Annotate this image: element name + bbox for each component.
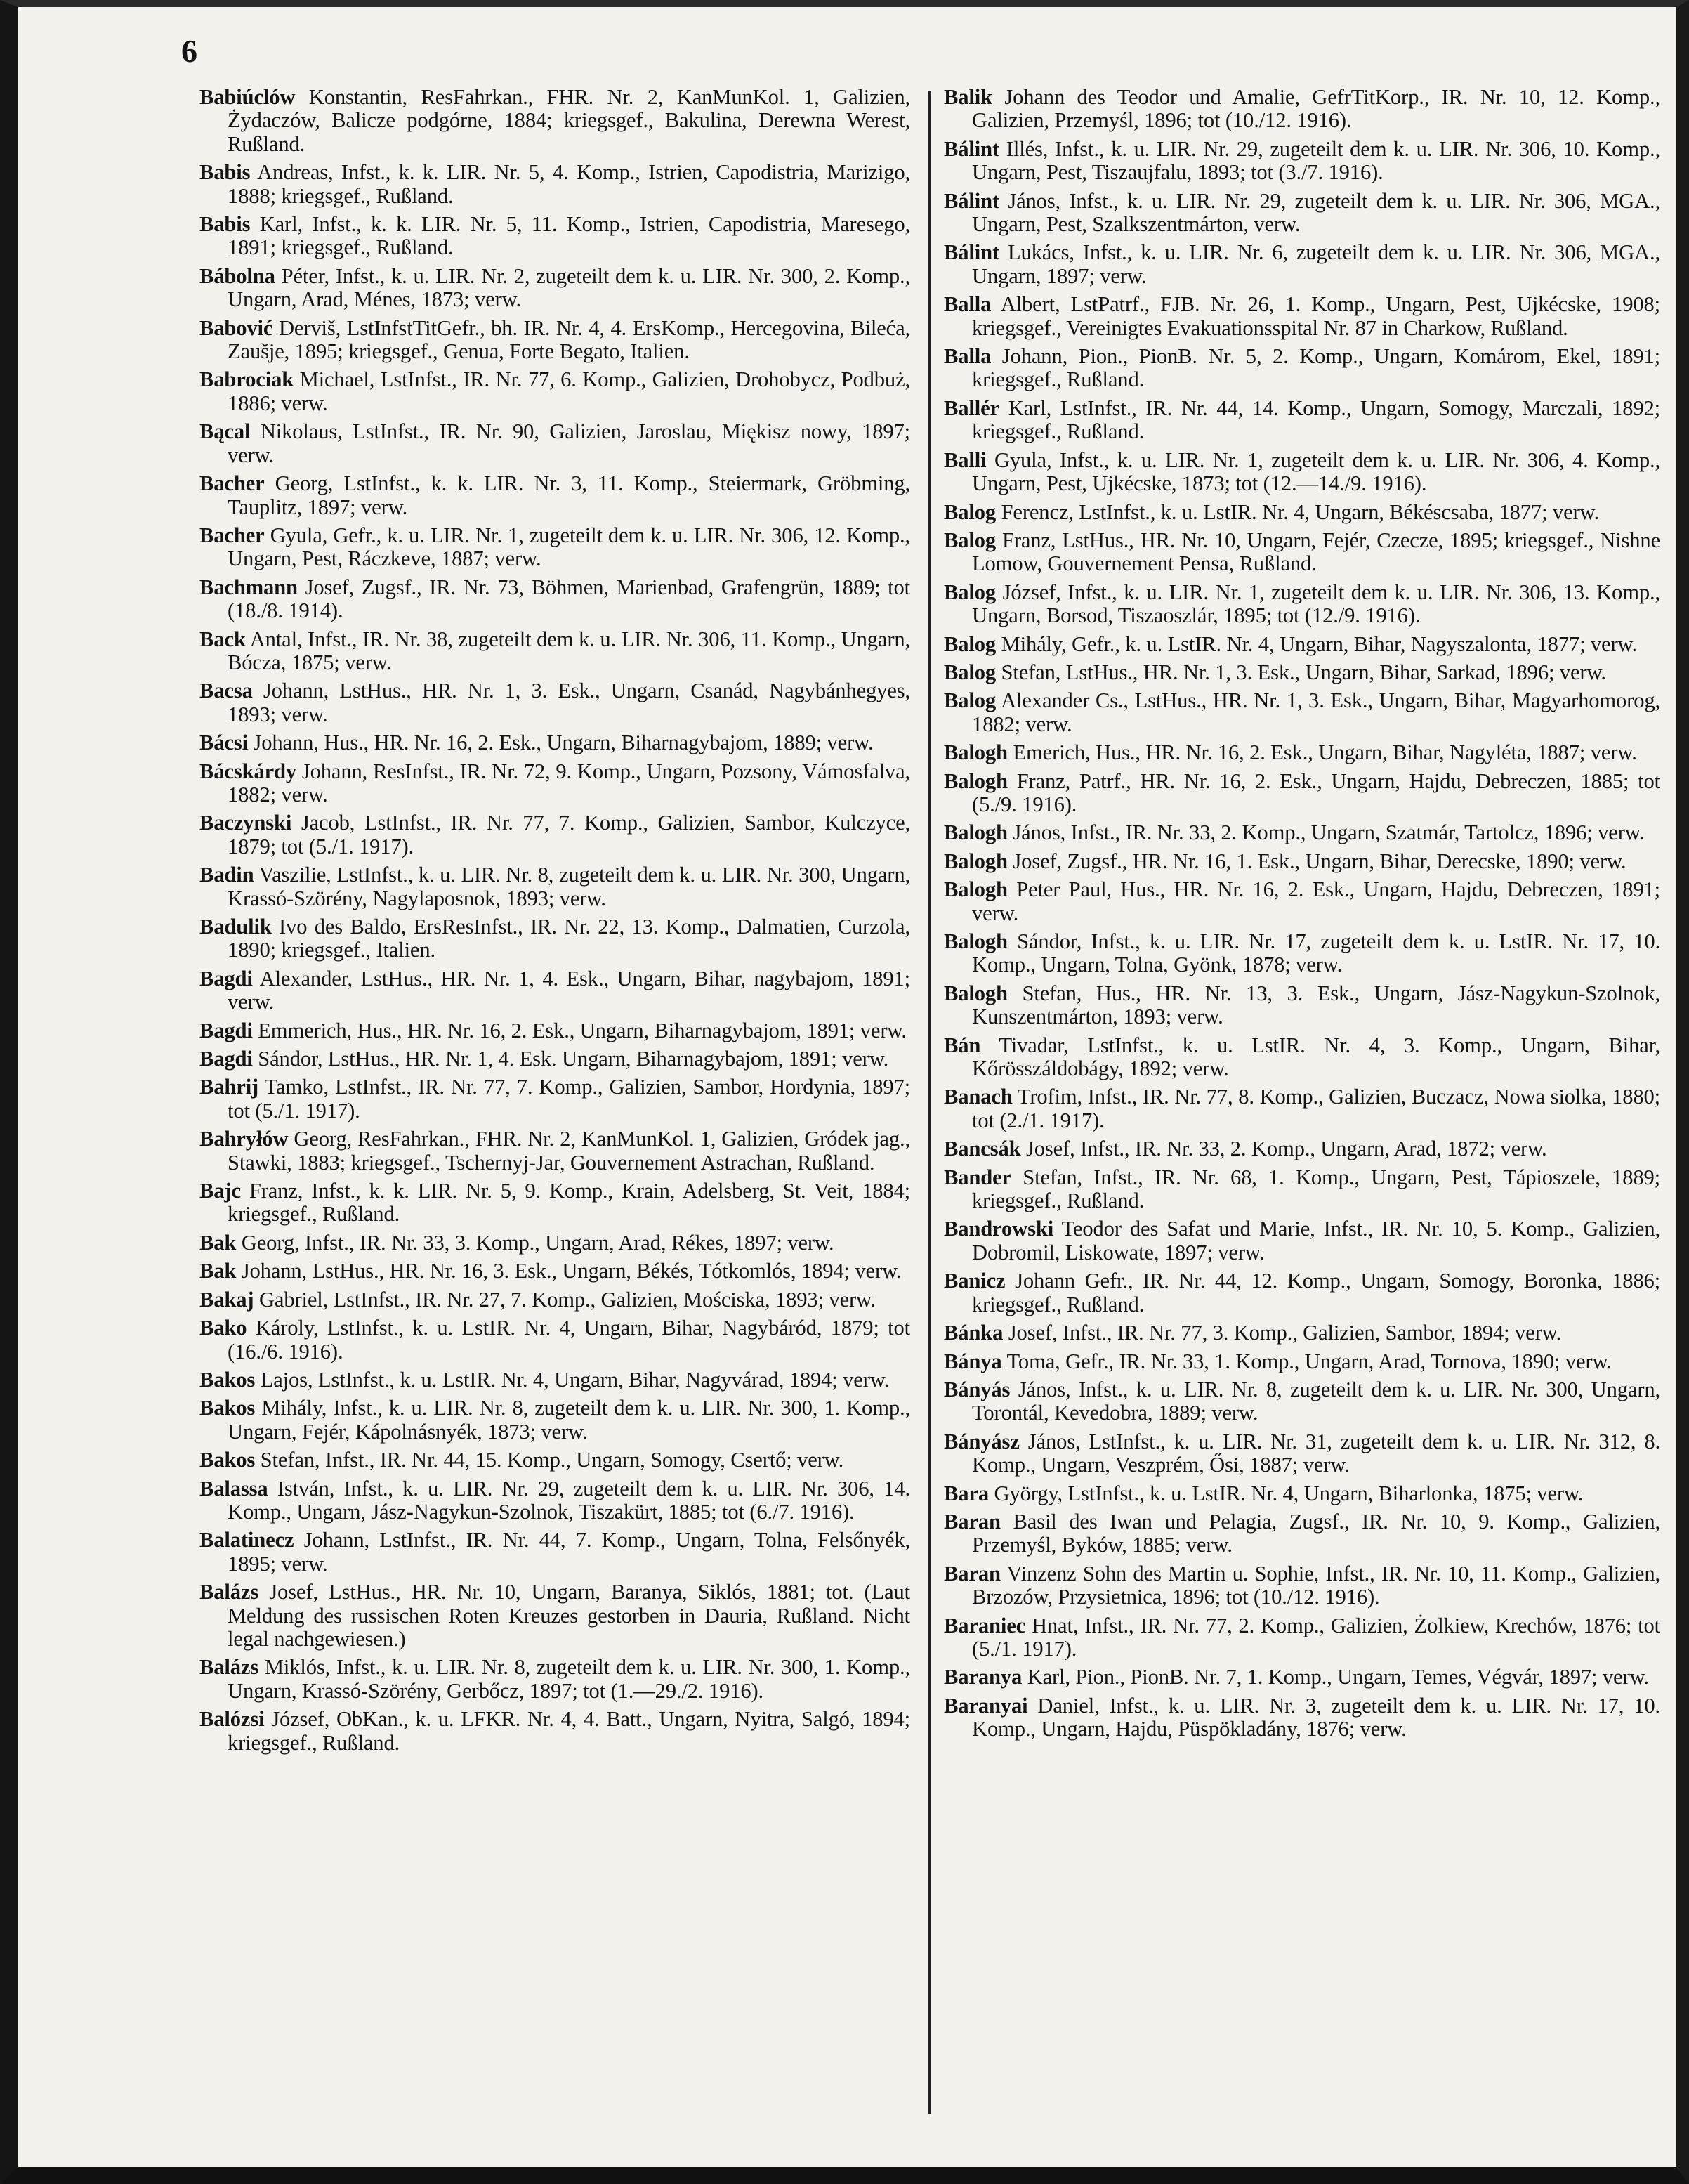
entry-details: János, LstInfst., k. u. LIR. Nr. 31, zugeteilt dem k. u. LIR. Nr. 312, 8. Komp., Ungarn, Veszprém, Ősi, 1887; verw. (972, 1429, 1660, 1477)
list-entry (944, 1321, 1660, 1345)
entry-details: Hnat, Infst., IR. Nr. 77, 2. Komp., Galizien, Żolkiew, Krechów, 1876; tot (5./1. 1917). (972, 1613, 1660, 1661)
list-entry (199, 1019, 910, 1042)
entry-details: Josef, Infst., IR. Nr. 77, 3. Komp., Galizien, Sambor, 1894; verw. (1008, 1321, 1562, 1345)
list-entry (944, 821, 1660, 844)
list-entry (944, 1350, 1660, 1373)
list-entry (199, 265, 910, 312)
entry-details: Gyula, Gefr., k. u. LIR. Nr. 1, zugeteilt dem k. u. LIR. Nr. 306, 12. Komp., Ungarn, Pest, Ráczkeve, 1887; verw. (228, 523, 910, 571)
list-entry (199, 86, 910, 156)
entry-surname: Badulik (199, 915, 272, 939)
entry-details: Karl, LstInfst., IR. Nr. 44, 14. Komp., Ungarn, Somogy, Marczali, 1892; kriegsgef., Rußland. (972, 395, 1660, 444)
entry-surname: Bahrij (199, 1075, 259, 1099)
list-entry (199, 524, 910, 571)
list-entry (944, 1430, 1660, 1477)
entry-surname: Bagdi (199, 1047, 253, 1071)
entry-surname: Babrociak (199, 367, 294, 392)
entry-details: Stefan, Infst., IR. Nr. 44, 15. Komp., Ungarn, Somogy, Csertő; verw. (260, 1448, 844, 1472)
entry-surname: Bako (199, 1316, 247, 1340)
entry-surname: Balog (944, 688, 997, 713)
entry-details: Georg, ResFahrkan., FHR. Nr. 2, KanMunKol. 1, Galizien, Gródek jag., Stawki, 1883; kriegsgef., Tschernyj-Jar, Gouvernement Astrachan, Rußland. (228, 1127, 910, 1175)
list-entry (199, 731, 910, 754)
entry-surname: Bányás (944, 1377, 1011, 1401)
list-entry (199, 1260, 910, 1283)
list-entry (199, 679, 910, 726)
entry-details: Vinzenz Sohn des Martin u. Sophie, Infst., IR. Nr. 10, 11. Komp., Galizien, Brzozów, Przysietnica, 1896; tot (10./12. 1916). (972, 1561, 1660, 1609)
entry-surname: Bakos (199, 1396, 256, 1420)
list-entry (944, 1085, 1660, 1132)
entry-details: János, Infst., IR. Nr. 33, 2. Komp., Ungarn, Szatmár, Tartolcz, 1896; verw. (1013, 820, 1645, 845)
list-entry (944, 241, 1660, 288)
list-entry (199, 1231, 910, 1255)
entry-surname: Back (199, 627, 246, 651)
entry-surname: Baranyai (944, 1693, 1028, 1718)
entry-surname: Balázs (199, 1655, 259, 1680)
entry-details: Albert, LstPatrf., FJB. Nr. 26, 1. Komp., Ungarn, Pest, Ujkécske, 1908; kriegsgef., Vereinigtes Evakuationsspital Nr. 87 in Charkow, Rußland. (972, 292, 1660, 340)
entry-details: Emerich, Hus., HR. Nr. 16, 2. Esk., Ungarn, Bihar, Nagyléta, 1887; verw. (1013, 740, 1637, 765)
entry-details: Illés, Infst., k. u. LIR. Nr. 29, zugeteilt dem k. u. LIR. Nr. 306, 10. Komp., Ungarn, Pest, Tiszaujfalu, 1893; tot (3./7. 1916). (972, 136, 1660, 185)
entry-surname: Baran (944, 1509, 1001, 1534)
entry-details: Ivo des Baldo, ErsResInfst., IR. Nr. 22, 13. Komp., Dalmatien, Curzola, 1890; kriegsgef., Italien. (228, 915, 910, 962)
entry-details: Trofim, Infst., IR. Nr. 77, 8. Komp., Galizien, Buczacz, Nowa siolka, 1880; tot (2./1. 1917). (972, 1085, 1660, 1132)
entry-surname: Balogh (944, 740, 1008, 765)
list-entry (944, 1510, 1660, 1557)
list-entry (944, 345, 1660, 392)
entry-details: Tivadar, LstInfst., k. u. LstIR. Nr. 4, 3. Komp., Ungarn, Bihar, Kőrösszáldobágy, 1892; verw. (972, 1033, 1660, 1081)
entry-details: József, ObKan., k. u. LFKR. Nr. 4, 4. Batt., Ungarn, Nyitra, Salgó, 1894; kriegsgef., Rußland. (228, 1707, 910, 1755)
entry-details: Lajos, LstInfst., k. u. LstIR. Nr. 4, Ungarn, Bihar, Nagyvárad, 1894; verw. (260, 1367, 890, 1392)
list-entry (199, 1708, 910, 1755)
list-entry (199, 1047, 910, 1071)
entry-details: Georg, Infst., IR. Nr. 33, 3. Komp., Ungarn, Arad, Rékes, 1897; verw. (241, 1230, 834, 1255)
entry-details: Karl, Pion., PionB. Nr. 7, 1. Komp., Ungarn, Temes, Végvár, 1897; verw. (1027, 1665, 1649, 1689)
entry-surname: Badin (199, 863, 254, 887)
entry-details: Alexander, LstHus., HR. Nr. 1, 4. Esk., Ungarn, Bihar, nagybajom, 1891; verw. (228, 966, 910, 1014)
entry-surname: Balog (944, 632, 997, 656)
entry-details: György, LstInfst., k. u. LstIR. Nr. 4, Ungarn, Biharlonka, 1875; verw. (994, 1481, 1584, 1505)
entry-details: Georg, LstInfst., k. k. LIR. Nr. 3, 11. Komp., Steiermark, Gröbming, Tauplitz, 1897; verw. (228, 471, 910, 519)
entry-surname: Balogh (944, 820, 1008, 845)
entry-details: József, Infst., k. u. LIR. Nr. 1, zugeteilt dem k. u. LIR. Nr. 306, 13. Komp., Ungarn, Borsod, Tiszaoszlár, 1895; tot (12./9. 1916). (972, 580, 1660, 628)
list-entry (944, 190, 1660, 237)
entry-surname: Bancsák (944, 1137, 1021, 1161)
entry-details: Gyula, Infst., k. u. LIR. Nr. 1, zugeteilt dem k. u. LIR. Nr. 306, 4. Komp., Ungarn, Pest, Ujkécske, 1873; tot (12.—14./9. 1916). (972, 447, 1660, 496)
list-entry (944, 1269, 1660, 1316)
list-entry (199, 420, 910, 467)
entry-surname: Balogh (944, 981, 1008, 1005)
entry-surname: Bán (944, 1033, 981, 1057)
entry-surname: Bánka (944, 1321, 1004, 1345)
entry-surname: Balog (944, 580, 997, 604)
list-entry (199, 1397, 910, 1444)
entry-details: Karl, Infst., k. k. LIR. Nr. 5, 11. Komp., Istrien, Capodistria, Maresego, 1891; kriegsgef., Rußland. (228, 212, 910, 260)
entry-surname: Bányász (944, 1429, 1020, 1453)
entry-surname: Baraniec (944, 1613, 1026, 1637)
entry-details: Johann, LstHus., HR. Nr. 16, 3. Esk., Ungarn, Békés, Tótkomlós, 1894; verw. (241, 1259, 902, 1283)
entry-details: Mihály, Infst., k. u. LIR. Nr. 8, zugeteilt dem k. u. LIR. Nr. 300, 1. Komp., Ungarn, Fejér, Kápolnásnyék, 1873; verw. (228, 1396, 910, 1444)
entry-details: Péter, Infst., k. u. LIR. Nr. 2, zugeteilt dem k. u. LIR. Nr. 300, 2. Komp., Ungarn, Arad, Ménes, 1873; verw. (228, 263, 910, 312)
list-entry (199, 576, 910, 623)
list-entry (199, 161, 910, 208)
list-entry (199, 1127, 910, 1175)
list-entry (944, 529, 1660, 576)
list-entry (199, 1656, 910, 1703)
list-entry (944, 878, 1660, 925)
entry-surname: Balog (944, 528, 997, 552)
entry-surname: Baczynski (199, 811, 292, 835)
entry-surname: Balázs (199, 1580, 259, 1604)
list-entry (944, 850, 1660, 873)
entry-surname: Balla (944, 344, 992, 369)
entry-surname: Bálint (944, 136, 1000, 161)
list-entry (199, 213, 910, 260)
entry-details: Tamko, LstInfst., IR. Nr. 77, 7. Komp., Galizien, Sambor, Hordynia, 1897; tot (5./1. 1917). (228, 1075, 910, 1123)
list-entry (944, 449, 1660, 496)
list-entry (199, 1477, 910, 1524)
list-entry (944, 982, 1660, 1029)
entry-details: Sándor, Infst., k. u. LIR. Nr. 17, zugeteilt dem k. u. LstIR. Nr. 17, 10. Komp., Ungarn, Tolna, Gyönk, 1878; verw. (972, 929, 1660, 977)
entry-details: Miklós, Infst., k. u. LIR. Nr. 8, zugeteilt dem k. u. LIR. Nr. 300, 1. Komp., Ungarn, Krassó-Szörény, Gerbőcz, 1897; tot (1.—29./2. 1916). (228, 1655, 910, 1703)
list-entry (944, 1137, 1660, 1160)
entry-surname: Bahryłów (199, 1127, 289, 1151)
entry-surname: Banicz (944, 1269, 1006, 1293)
entry-details: Michael, LstInfst., IR. Nr. 77, 6. Komp., Galizien, Drohobycz, Podbuż, 1886; verw. (228, 367, 910, 415)
column-divider (928, 91, 931, 2114)
entry-details: Lukács, Infst., k. u. LIR. Nr. 6, zugeteilt dem k. u. LIR. Nr. 306, MGA., Ungarn, 1897; verw. (972, 240, 1660, 288)
entry-details: Franz, LstHus., HR. Nr. 10, Ungarn, Fejér, Czecze, 1895; kriegsgef., Nishne Lomow, Gouvernement Pensa, Rußland. (972, 528, 1660, 576)
entry-details: Ferencz, LstInfst., k. u. LstIR. Nr. 4, Ungarn, Békéscsaba, 1877; verw. (1001, 499, 1599, 524)
entry-surname: Bakaj (199, 1287, 254, 1312)
list-entry (944, 661, 1660, 684)
list-entry (199, 811, 910, 858)
list-entry (199, 317, 910, 364)
entry-surname: Balogh (944, 849, 1008, 873)
list-entry (199, 1581, 910, 1651)
list-entry (199, 967, 910, 1014)
list-entry (944, 1217, 1660, 1264)
list-entry (199, 1529, 910, 1576)
entry-surname: Bánya (944, 1349, 1002, 1373)
entry-details: Josef, LstHus., HR. Nr. 10, Ungarn, Baranya, Siklós, 1881; tot. (Laut Meldung des russischen Roten Kreuzes gestorben in Dauria, Rußland. Nicht legal nachgewiesen.) (228, 1580, 910, 1651)
list-entry (944, 138, 1660, 185)
entry-surname: Balog (944, 499, 997, 524)
entry-surname: Babiúclów (199, 86, 296, 109)
entry-details: Jacob, LstInfst., IR. Nr. 77, 7. Komp., Galizien, Sambor, Kulczyce, 1879; tot (5./1. 1917). (228, 811, 910, 858)
entry-surname: Bandrowski (944, 1217, 1054, 1241)
entry-surname: Bachmann (199, 575, 298, 599)
list-entry (944, 1666, 1660, 1689)
entry-details: Andreas, Infst., k. k. LIR. Nr. 5, 4. Komp., Istrien, Capodistria, Marizigo, 1888; kriegsgef., Rußland. (228, 160, 910, 208)
entry-surname: Balatinecz (199, 1528, 294, 1552)
list-entry (199, 760, 910, 807)
entry-details: Teodor des Safat und Marie, Infst., IR. Nr. 10, 5. Komp., Galizien, Dobromil, Liskowate, 1897; verw. (972, 1217, 1660, 1264)
entry-surname: Bácsi (199, 731, 248, 755)
list-entry (199, 1288, 910, 1312)
entry-surname: Balik (944, 86, 992, 109)
entry-surname: Bálint (944, 188, 1000, 213)
entry-details: István, Infst., k. u. LIR. Nr. 29, zugeteilt dem k. u. LIR. Nr. 306, 14. Komp., Ungarn, Jász-Nagykun-Szolnok, Tiszakürt, 1885; tot (6./7. 1916). (228, 1476, 910, 1524)
entry-details: Mihály, Gefr., k. u. LstIR. Nr. 4, Ungarn, Bihar, Nagyszalonta, 1877; verw. (1001, 632, 1637, 656)
entry-surname: Balli (944, 447, 987, 472)
entry-surname: Bander (944, 1165, 1011, 1189)
list-entry (199, 368, 910, 415)
list-entry (199, 1368, 910, 1392)
entry-surname: Bara (944, 1481, 989, 1505)
entry-details: Johann des Teodor und Amalie, GefrTitKorp., IR. Nr. 10, 12. Komp., Galizien, Przemyśl, 1896; tot (10./12. 1916). (972, 86, 1660, 133)
entry-surname: Bak (199, 1259, 237, 1283)
entry-surname: Balla (944, 292, 992, 317)
entry-surname: Bakos (199, 1448, 256, 1472)
list-entry (944, 397, 1660, 444)
entry-surname: Balózsi (199, 1707, 265, 1732)
entry-details: Johann, ResInfst., IR. Nr. 72, 9. Komp., Ungarn, Pozsony, Vámosfalva, 1882; verw. (228, 759, 910, 806)
entry-surname: Babović (199, 315, 273, 340)
list-entry (199, 863, 910, 910)
list-entry (944, 633, 1660, 656)
entry-details: Emmerich, Hus., HR. Nr. 16, 2. Esk., Ungarn, Biharnagybajom, 1891; verw. (258, 1018, 907, 1042)
list-entry (944, 1562, 1660, 1609)
entry-surname: Bajc (199, 1179, 241, 1203)
entry-details: János, Infst., k. u. LIR. Nr. 8, zugeteilt dem k. u. LIR. Nr. 300, Ungarn, Torontál, Kevedobra, 1889; verw. (972, 1377, 1660, 1425)
entry-surname: Bakos (199, 1367, 256, 1392)
entry-details: Konstantin, ResFahrkan., FHR. Nr. 2, KanMunKol. 1, Galizien, Żydaczów, Balicze podgórne, 1884; kriegsgef., Bakulina, Derewna Werest, Rußland. (228, 86, 910, 156)
entry-surname: Bacsa (199, 679, 253, 703)
entry-details: Károly, LstInfst., k. u. LstIR. Nr. 4, Ungarn, Bihar, Nagybáród, 1879; tot (16./6. 1916). (228, 1316, 910, 1364)
entry-details: Daniel, Infst., k. u. LIR. Nr. 3, zugeteilt dem k. u. LIR. Nr. 17, 10. Komp., Ungarn, Hajdu, Püspökladány, 1876; verw. (972, 1693, 1660, 1741)
list-entry (199, 1075, 910, 1123)
entry-details: Alexander Cs., LstHus., HR. Nr. 1, 3. Esk., Ungarn, Bihar, Magyarhomorog, 1882; verw. (972, 688, 1660, 736)
entry-details: Toma, Gefr., IR. Nr. 33, 1. Komp., Ungarn, Arad, Tornova, 1890; verw. (1006, 1349, 1612, 1373)
list-entry (944, 501, 1660, 524)
entry-details: Gabriel, LstInfst., IR. Nr. 27, 7. Komp., Galizien, Mościska, 1893; verw. (258, 1287, 876, 1312)
entry-surname: Babis (199, 160, 251, 185)
entry-surname: Bacher (199, 523, 265, 547)
right-column (944, 86, 1660, 2137)
entry-details: Stefan, LstHus., HR. Nr. 1, 3. Esk., Ungarn, Bihar, Sarkad, 1896; verw. (1001, 660, 1606, 684)
entry-surname: Baran (944, 1561, 1001, 1585)
entry-details: Josef, Infst., IR. Nr. 33, 2. Komp., Ungarn, Arad, 1872; verw. (1025, 1137, 1547, 1161)
entry-details: Josef, Zugsf., IR. Nr. 73, Böhmen, Marienbad, Grafengrün, 1889; tot (18./8. 1914). (228, 575, 910, 623)
list-entry (944, 689, 1660, 736)
list-entry (944, 770, 1660, 817)
entry-surname: Balog (944, 660, 997, 684)
entry-details: János, Infst., k. u. LIR. Nr. 29, zugeteilt dem k. u. LIR. Nr. 306, MGA., Ungarn, Pest, Szalkszentmárton, verw. (972, 188, 1660, 237)
entry-details: Peter Paul, Hus., HR. Nr. 16, 2. Esk., Ungarn, Hajdu, Debreczen, 1891; verw. (972, 877, 1660, 925)
entry-details: Sándor, LstHus., HR. Nr. 1, 4. Esk. Ungarn, Biharnagybajom, 1891; verw. (258, 1047, 889, 1071)
entry-surname: Bącal (199, 419, 251, 444)
entry-details: Johann Gefr., IR. Nr. 44, 12. Komp., Ungarn, Somogy, Boronka, 1886; kriegsgef., Rußland. (972, 1269, 1660, 1316)
list-entry (199, 1179, 910, 1227)
entry-details: Stefan, Infst., IR. Nr. 68, 1. Komp., Ungarn, Pest, Tápioszele, 1889; kriegsgef., Rußland. (972, 1165, 1660, 1213)
list-entry (944, 581, 1660, 628)
page-number: 6 (181, 33, 197, 69)
entry-details: Johann, LstHus., HR. Nr. 1, 3. Esk., Ungarn, Csanád, Nagybánhegyes, 1893; verw. (228, 679, 910, 726)
entry-surname: Babis (199, 212, 251, 237)
entry-details: Nikolaus, LstInfst., IR. Nr. 90, Galizien, Jaroslau, Miękisz nowy, 1897; verw. (228, 419, 910, 467)
entry-surname: Ballér (944, 395, 999, 420)
entry-details: Johann, Hus., HR. Nr. 16, 2. Esk., Ungarn, Biharnagybajom, 1889; verw. (253, 731, 874, 755)
entry-surname: Balogh (944, 877, 1008, 902)
entry-details: Derviš, LstInfstTitGefr., bh. IR. Nr. 4, 4. ErsKomp., Hercegovina, Bileća, Zaušje, 1895; kriegsgef., Genua, Forte Begato, Italien. (228, 315, 910, 364)
list-entry (199, 1316, 910, 1364)
entry-details: Stefan, Hus., HR. Nr. 13, 3. Esk., Ungarn, Jász-Nagykun-Szolnok, Kunszentmárton, 1893; verw. (972, 981, 1660, 1029)
entry-surname: Baranya (944, 1665, 1023, 1689)
list-entry (199, 915, 910, 962)
entry-surname: Bácskárdy (199, 759, 297, 783)
entry-surname: Bagdi (199, 966, 253, 990)
list-entry (944, 1166, 1660, 1213)
left-column (199, 86, 910, 2137)
entry-details: Josef, Zugsf., HR. Nr. 16, 1. Esk., Ungarn, Bihar, Derecske, 1890; verw. (1013, 849, 1626, 873)
entry-details: Franz, Infst., k. k. LIR. Nr. 5, 9. Komp., Krain, Adelsberg, St. Veit, 1884; kriegsgef., Rußland. (228, 1179, 910, 1227)
entry-surname: Balogh (944, 769, 1008, 793)
list-entry (944, 1614, 1660, 1661)
entry-details: Johann, Pion., PionB. Nr. 5, 2. Komp., Ungarn, Komárom, Ekel, 1891; kriegsgef., Rußland. (972, 344, 1660, 392)
list-entry (944, 741, 1660, 764)
list-entry (199, 472, 910, 519)
entry-surname: Bak (199, 1230, 237, 1255)
entry-details: Antal, Infst., IR. Nr. 38, zugeteilt dem k. u. LIR. Nr. 306, 11. Komp., Ungarn, Bócza, 1875; verw. (228, 627, 910, 674)
entry-details: Vaszilie, LstInfst., k. u. LIR. Nr. 8, zugeteilt dem k. u. LIR. Nr. 300, Ungarn, Krassó-Szörény, Nagylaposnok, 1893; verw. (228, 863, 910, 910)
entry-surname: Balassa (199, 1476, 268, 1500)
list-entry (944, 1378, 1660, 1425)
list-entry (944, 293, 1660, 340)
list-entry (944, 1694, 1660, 1741)
list-entry (944, 86, 1660, 133)
list-entry (944, 1482, 1660, 1505)
list-entry (944, 930, 1660, 977)
list-entry (199, 1449, 910, 1472)
entry-surname: Bábolna (199, 263, 275, 288)
entry-details: Basil des Iwan und Pelagia, Zugsf., IR. Nr. 10, 9. Komp., Galizien, Przemyśl, Byków, 1885; verw. (972, 1509, 1660, 1557)
list-entry (944, 1034, 1660, 1081)
entry-details: Franz, Patrf., HR. Nr. 16, 2. Esk., Ungarn, Hajdu, Debreczen, 1885; tot (5./9. 1916). (972, 769, 1660, 816)
entry-details: Johann, LstInfst., IR. Nr. 44, 7. Komp., Ungarn, Tolna, Felsőnyék, 1895; verw. (228, 1528, 910, 1576)
entry-surname: Bálint (944, 240, 1000, 265)
entry-surname: Bagdi (199, 1018, 253, 1042)
entry-surname: Banach (944, 1085, 1013, 1109)
entry-surname: Bacher (199, 471, 265, 496)
list-entry (199, 628, 910, 675)
entry-surname: Balogh (944, 929, 1008, 953)
